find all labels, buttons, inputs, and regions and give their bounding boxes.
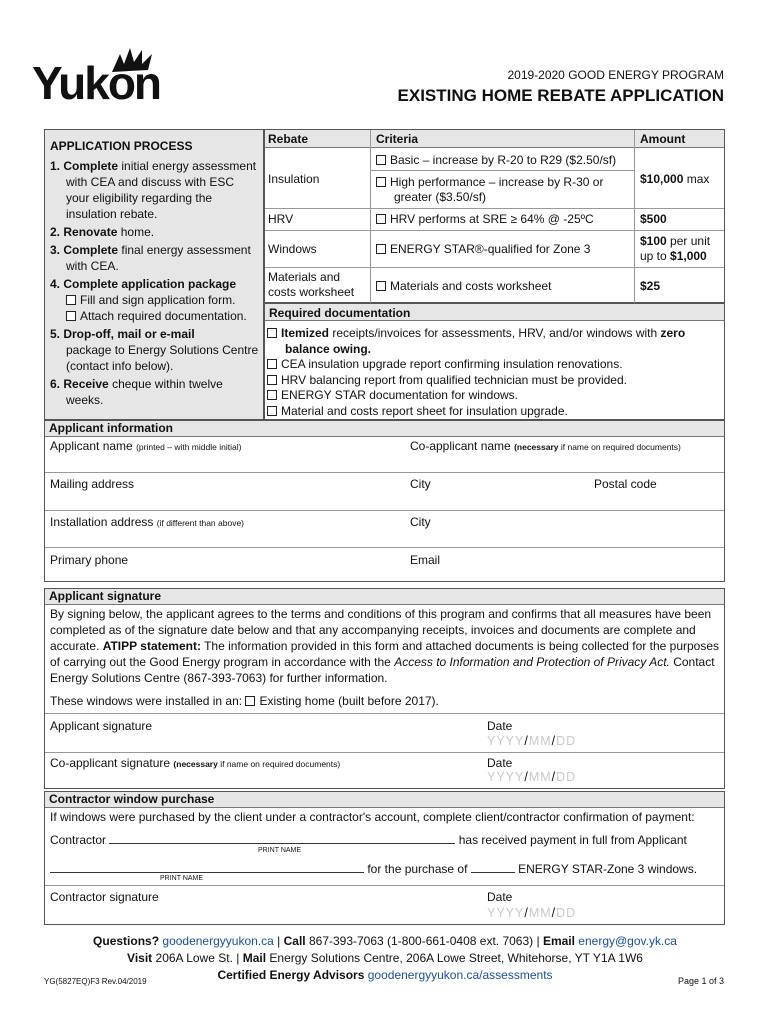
hrv-amount: $500: [640, 212, 667, 226]
attach-docs-checkbox[interactable]: [66, 311, 76, 321]
step-5-detail: package to Energy Solutions Centre (contact info below).: [66, 343, 259, 373]
materials-amount: $25: [640, 279, 661, 293]
signature-terms: By signing below, the applicant agrees to the terms and conditions of this program and confirms that all measures have been completed as of the signature date below and that any accompanying receipts, invoices and documents are complete and accurate. ATIPP statement: The information provided in this form and attached documents is being collected for the purposes of carrying out the Good Energy program in accordance with the Access to Information and Protection of Privacy Act. Contact Energy Solutions Centre (867-393-7063) for further information.: [50, 607, 720, 685]
applicant-name-field[interactable]: Applicant name (printed – with middle initial): [50, 439, 242, 453]
contractor-title: Contractor window purchase: [45, 792, 724, 807]
hrv-checkbox[interactable]: [376, 214, 386, 224]
existing-home-checkbox[interactable]: [245, 696, 255, 706]
basic-criteria: Basic – increase by R-20 to R29 ($2.50/sf): [376, 153, 632, 167]
high-perf-criteria: High performance – increase by R-30 or greater ($3.50/sf): [376, 175, 616, 205]
coapplicant-signature-field[interactable]: Co-applicant signature (necessary if name on required documents): [50, 756, 341, 770]
contractor-date-field[interactable]: YYYY/MM/DD: [487, 906, 577, 920]
cea-report-checkbox[interactable]: [267, 359, 277, 369]
step-6: 6. Receive cheque within twelve weeks.: [50, 377, 223, 407]
page-number: Page 1 of 3: [677, 976, 724, 986]
postal-code-field[interactable]: Postal code: [594, 477, 657, 491]
coapplicant-name-field[interactable]: Co-applicant name (necessary if name on required documents): [410, 439, 681, 453]
applicant-purchase-line: for the purchase of ENERGY STAR-Zone 3 windows.: [50, 862, 720, 876]
basic-checkbox[interactable]: [376, 155, 386, 165]
windows-label: Windows: [268, 242, 317, 256]
amount-col-header: Amount: [640, 132, 686, 146]
windows-amount: $100 per unit up to $1,000: [640, 234, 711, 263]
installed-in-line: These windows were installed in an: Existing home (built before 2017).: [50, 694, 439, 708]
materials-report-checkbox[interactable]: [267, 406, 277, 416]
primary-phone-field[interactable]: Primary phone: [50, 553, 129, 567]
receipts-checkbox[interactable]: [267, 328, 277, 338]
mailing-address-field[interactable]: Mailing address: [50, 477, 135, 491]
footer-contact-line-3: Certified Energy Advisors goodenergyyukon.ca/assessments: [217, 968, 553, 982]
contractor-name-input[interactable]: [109, 833, 455, 844]
criteria-col-header: Criteria: [376, 132, 419, 146]
yukon-logo: Yukon: [32, 46, 172, 106]
hrv-label: HRV: [268, 212, 294, 226]
contractor-intro: If windows were purchased by the client under a contractor's account, complete client/contractor confirmation of payment:: [50, 810, 695, 824]
applicant-date-field[interactable]: YYYY/MM/DD: [487, 734, 577, 748]
application-process-list: [50, 138, 260, 408]
applicant-print-name-input[interactable]: [50, 862, 364, 873]
insulation-amount: $10,000 max: [640, 172, 710, 186]
print-name-label-2: PRINT NAME: [160, 875, 204, 882]
high-performance-checkbox[interactable]: [376, 177, 386, 187]
applicant-date-label: Date: [487, 719, 513, 733]
contractor-line: Contractor has received payment in full from Applicant: [50, 833, 687, 847]
city-field[interactable]: City: [410, 477, 431, 491]
fill-sign-checkbox[interactable]: [66, 295, 76, 305]
program-name: 2019-2020 GOOD ENERGY PROGRAM: [507, 68, 724, 82]
website-link[interactable]: goodenergyyukon.ca: [162, 934, 274, 948]
footer-contact-line-2: Visit 206A Lowe St. | Mail Energy Solutions Centre, 206A Lowe Street, Whitehorse, YT Y1A 1W6: [127, 951, 643, 965]
process-title: APPLICATION PROCESS: [50, 139, 193, 153]
coapplicant-date-field[interactable]: YYYY/MM/DD: [487, 770, 577, 784]
applicant-signature-field[interactable]: Applicant signature: [50, 719, 153, 733]
coapplicant-date-label: Date: [487, 756, 513, 770]
rebate-col-header: Rebate: [268, 132, 309, 146]
required-docs-list: [267, 326, 722, 419]
required-docs-title: Required documentation: [265, 304, 724, 321]
step-4a: Fill and sign application form.: [50, 292, 260, 308]
doc-receipts: Itemized receipts/invoices for assessments, HRV, and/or windows with zero balance owing.: [267, 326, 722, 357]
step-4b: Attach required documentation.: [50, 308, 260, 324]
windows-checkbox[interactable]: [376, 244, 386, 254]
print-name-label-1: PRINT NAME: [258, 847, 302, 854]
window-count-input[interactable]: [471, 862, 515, 873]
doc-cea-report: CEA insulation upgrade report confirming insulation renovations.: [267, 357, 722, 373]
doc-hrv-report: HRV balancing report from qualified technician must be provided.: [267, 373, 722, 389]
form-code: YG(5827EQ)F3 Rev.04/2019: [44, 977, 147, 986]
step-2: 2. Renovate home.: [50, 225, 155, 239]
step-5: 5. Drop-off, mail or e-mail: [50, 327, 195, 341]
materials-criteria: Materials and costs worksheet: [376, 279, 551, 293]
energy-star-checkbox[interactable]: [267, 390, 277, 400]
windows-criteria: ENERGY STAR®-qualified for Zone 3: [376, 242, 590, 256]
contractor-signature-field[interactable]: Contractor signature: [50, 890, 159, 904]
step-4: 4. Complete application package: [50, 277, 237, 291]
applicant-info-title: Applicant information: [45, 421, 724, 436]
doc-energy-star: ENERGY STAR documentation for windows.: [267, 388, 722, 404]
form-title: EXISTING HOME REBATE APPLICATION: [397, 86, 724, 105]
doc-materials: Material and costs report sheet for insulation upgrade.: [267, 404, 722, 420]
installation-city-field[interactable]: City: [410, 515, 431, 529]
email-link[interactable]: energy@gov.yk.ca: [578, 934, 677, 948]
insulation-label: Insulation: [268, 172, 320, 186]
step-3: 3. Complete final energy assessment with CEA.: [50, 243, 251, 273]
materials-label: Materials and costs worksheet: [268, 270, 355, 299]
materials-checkbox[interactable]: [376, 281, 386, 291]
applicant-signature-title: Applicant signature: [45, 589, 724, 604]
assessments-link[interactable]: goodenergyyukon.ca/assessments: [367, 968, 553, 982]
hrv-criteria: HRV performs at SRE ≥ 64% @ -25ºC: [376, 212, 594, 226]
hrv-report-checkbox[interactable]: [267, 375, 277, 385]
step-1: 1. Complete initial energy assessment with CEA and discuss with ESC your eligibility regarding the insulation rebate.: [50, 159, 257, 221]
installation-address-field[interactable]: Installation address (if different than above): [50, 515, 245, 529]
contractor-date-label: Date: [487, 890, 513, 904]
footer-contact-line-1: Questions? goodenergyyukon.ca | Call 867-393-7063 (1-800-661-0408 ext. 7063) | Email energy@gov.yk.ca: [93, 934, 677, 948]
email-field[interactable]: Email: [410, 553, 441, 567]
